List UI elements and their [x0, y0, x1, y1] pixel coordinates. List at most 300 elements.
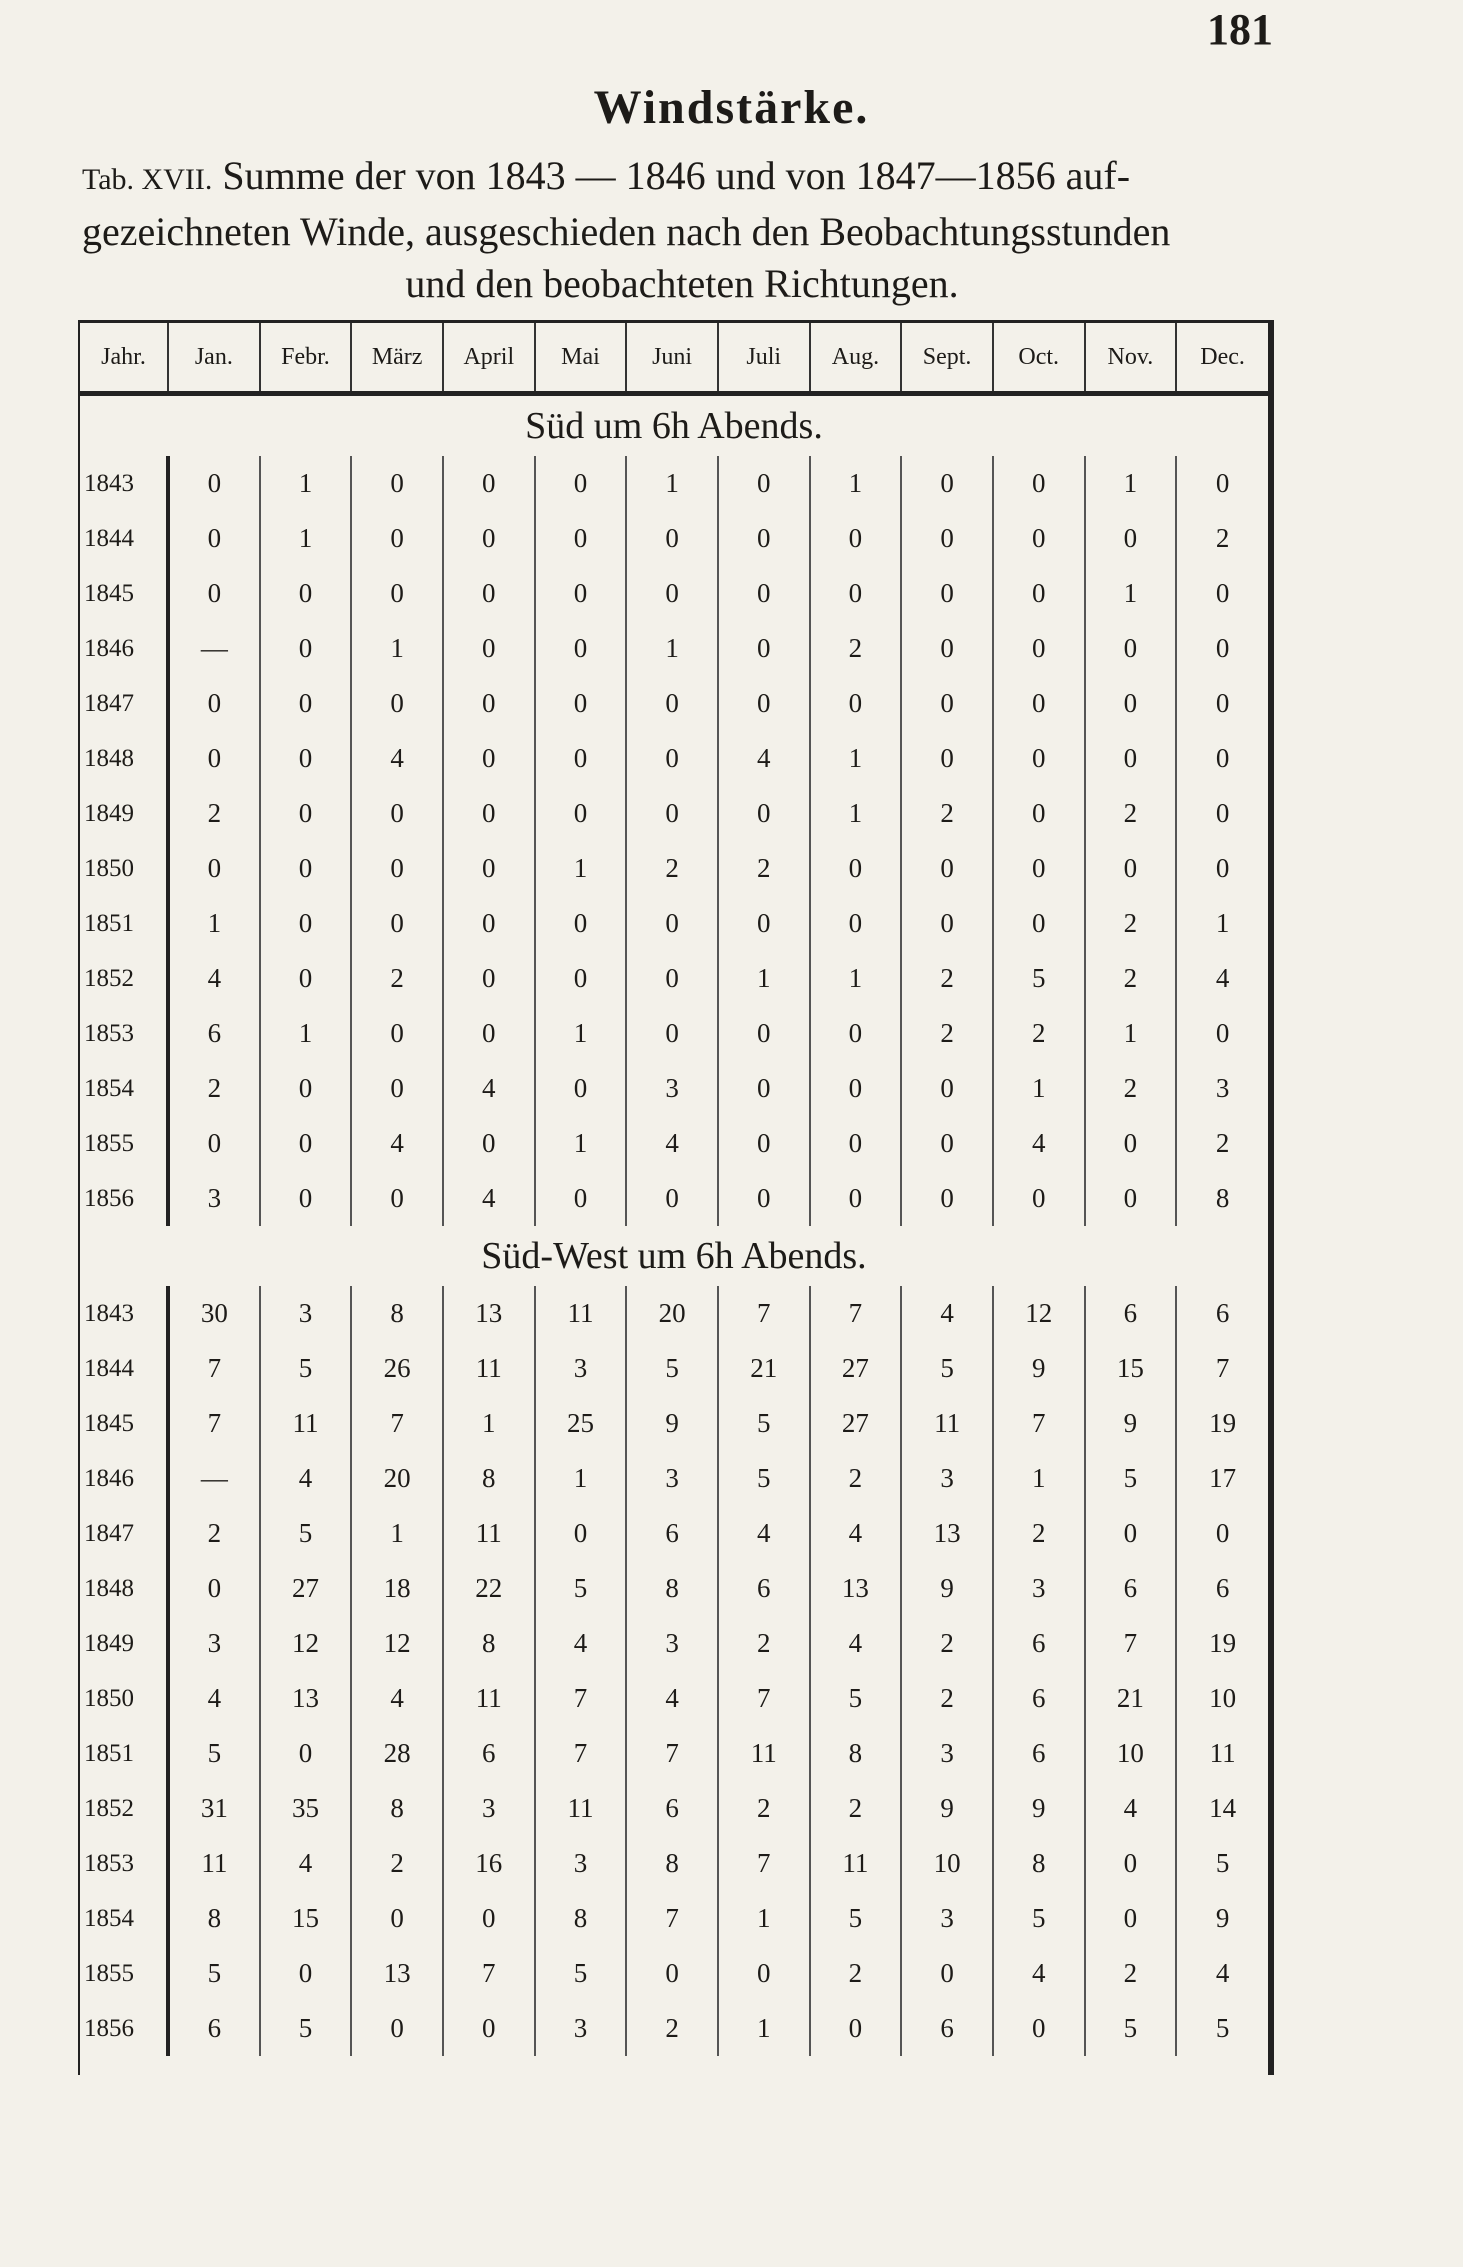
- value-cell: 13: [810, 1561, 902, 1616]
- value-cell: 12: [993, 1286, 1085, 1341]
- value-cell: 0: [260, 1726, 352, 1781]
- value-cell: 5: [810, 1671, 902, 1726]
- value-cell: 0: [535, 786, 627, 841]
- value-cell: 0: [443, 456, 535, 511]
- value-cell: 0: [1085, 621, 1177, 676]
- value-cell: 20: [626, 1286, 718, 1341]
- year-cell: 1851: [80, 1726, 168, 1781]
- year-cell: 1856: [80, 1171, 168, 1226]
- value-cell: 0: [718, 566, 810, 621]
- value-cell: 0: [443, 1006, 535, 1061]
- value-cell: 11: [718, 1726, 810, 1781]
- value-cell: 0: [718, 1116, 810, 1171]
- value-cell: 0: [443, 841, 535, 896]
- value-cell: 4: [443, 1171, 535, 1226]
- value-cell: 8: [810, 1726, 902, 1781]
- value-cell: 3: [443, 1781, 535, 1836]
- table-row: [80, 511, 1268, 566]
- year-cell: 1852: [80, 1781, 168, 1836]
- table-row: [80, 1671, 1268, 1726]
- value-cell: 0: [1215, 1518, 1230, 1548]
- header-aug: Aug.: [810, 323, 902, 394]
- value-cell: 0: [993, 1171, 1085, 1226]
- value-cell: 12: [260, 1616, 352, 1671]
- year-cell: 1853: [80, 1836, 168, 1891]
- header-oct: Oct.: [993, 323, 1085, 394]
- value-cell: 2: [1085, 1061, 1177, 1116]
- header-mar: März: [351, 323, 443, 394]
- table-row: [80, 1726, 1268, 1781]
- value-cell: 25: [535, 1396, 627, 1451]
- value-cell: 4: [718, 1506, 810, 1561]
- value-cell: 0: [993, 731, 1085, 786]
- value-cell: 1: [1085, 566, 1177, 621]
- value-cell: 27: [810, 1341, 902, 1396]
- value-cell: 18: [351, 1561, 443, 1616]
- header-year: Jahr.: [80, 323, 168, 394]
- table-row: [80, 841, 1268, 896]
- value-cell: 2: [901, 951, 993, 1006]
- value-cell: 0: [260, 621, 352, 676]
- table-row: [80, 676, 1268, 731]
- value-cell: 0: [443, 676, 535, 731]
- value-cell: 0: [351, 511, 443, 566]
- header-jul: Juli: [718, 323, 810, 394]
- year-cell: 1845: [80, 1396, 168, 1451]
- value-cell: 8: [626, 1561, 718, 1616]
- value-cell: 0: [718, 1061, 810, 1116]
- value-cell: 6: [168, 2001, 260, 2056]
- year-cell: 1852: [80, 951, 168, 1006]
- table-row: [80, 1451, 1268, 1506]
- value-cell: 0: [810, 2001, 902, 2056]
- value-cell: 9: [993, 1781, 1085, 1836]
- year-cell: 1853: [80, 1006, 168, 1061]
- value-cell: 11: [168, 1836, 260, 1891]
- year-cell: 1848: [80, 1561, 168, 1616]
- year-cell: 1843: [80, 456, 168, 511]
- value-cell: 0: [626, 1171, 718, 1226]
- value-cell: 8: [1215, 1183, 1230, 1213]
- value-cell: 0: [1085, 511, 1177, 566]
- value-cell: 1: [443, 1396, 535, 1451]
- value-cell: 0: [443, 786, 535, 841]
- value-cell: 2: [626, 841, 718, 896]
- value-cell: 8: [443, 1616, 535, 1671]
- value-cell: 0: [535, 566, 627, 621]
- value-cell: 0: [260, 1061, 352, 1116]
- value-cell: 11: [443, 1671, 535, 1726]
- year-cell: 1847: [80, 1506, 168, 1561]
- value-cell: 0: [626, 786, 718, 841]
- value-cell: 1: [260, 456, 352, 511]
- value-cell: 15: [1085, 1341, 1177, 1396]
- value-cell: 5: [535, 1946, 627, 2001]
- value-cell: 2: [993, 1506, 1085, 1561]
- value-cell: —: [168, 621, 260, 676]
- value-cell: 7: [993, 1396, 1085, 1451]
- value-cell: 6: [993, 1671, 1085, 1726]
- value-cell: 4: [993, 1946, 1085, 2001]
- value-cell: 8: [168, 1891, 260, 1946]
- value-cell: 7: [718, 1836, 810, 1891]
- value-cell: 0: [1215, 743, 1230, 773]
- value-cell: 7: [1085, 1616, 1177, 1671]
- value-cell: 5: [993, 1891, 1085, 1946]
- value-cell: 0: [260, 1116, 352, 1171]
- value-cell: 6: [1215, 1298, 1230, 1328]
- table-row: [80, 951, 1268, 1006]
- value-cell: 2: [718, 1781, 810, 1836]
- value-cell: 0: [351, 1061, 443, 1116]
- value-cell: 0: [993, 676, 1085, 731]
- value-cell: 0: [901, 456, 993, 511]
- table-label: Tab. XVII.: [82, 163, 213, 196]
- header-may: Mai: [535, 323, 627, 394]
- value-cell: 11: [810, 1836, 902, 1891]
- value-cell: 0: [626, 511, 718, 566]
- value-cell: 0: [1215, 1018, 1230, 1048]
- value-cell: 0: [901, 1946, 993, 2001]
- value-cell: 4: [168, 951, 260, 1006]
- value-cell: 0: [1085, 841, 1177, 896]
- value-cell: 5: [718, 1396, 810, 1451]
- value-cell: 1: [1085, 456, 1177, 511]
- value-cell: 3: [535, 1341, 627, 1396]
- value-cell: 1: [810, 951, 902, 1006]
- value-cell: 0: [901, 676, 993, 731]
- value-cell: 4: [535, 1616, 627, 1671]
- value-cell: 2: [718, 841, 810, 896]
- value-cell: 0: [718, 621, 810, 676]
- value-cell: 0: [168, 456, 260, 511]
- value-cell: 3: [626, 1061, 718, 1116]
- value-cell: 7: [626, 1726, 718, 1781]
- value-cell: 5: [993, 951, 1085, 1006]
- value-cell: 27: [810, 1396, 902, 1451]
- value-cell: 4: [351, 731, 443, 786]
- year-cell: 1846: [80, 621, 168, 676]
- value-cell: 0: [626, 676, 718, 731]
- value-cell: 27: [260, 1561, 352, 1616]
- value-cell: 5: [1215, 2013, 1230, 2043]
- value-cell: 0: [993, 786, 1085, 841]
- value-cell: 9: [1215, 1903, 1230, 1933]
- value-cell: 0: [260, 731, 352, 786]
- value-cell: 11: [443, 1341, 535, 1396]
- value-cell: 0: [993, 566, 1085, 621]
- value-cell: 4: [1085, 1781, 1177, 1836]
- table-row: [80, 1006, 1268, 1061]
- table-row: [80, 1171, 1268, 1226]
- value-cell: 0: [718, 896, 810, 951]
- value-cell: 2: [351, 1836, 443, 1891]
- value-cell: 3: [535, 2001, 627, 2056]
- value-cell: 3: [901, 1726, 993, 1781]
- value-cell: 6: [1215, 1573, 1230, 1603]
- value-cell: 0: [993, 896, 1085, 951]
- value-cell: 0: [535, 1171, 627, 1226]
- value-cell: 4: [626, 1671, 718, 1726]
- value-cell: 1: [260, 1006, 352, 1061]
- value-cell: 5: [260, 1506, 352, 1561]
- table-caption: [82, 150, 1282, 310]
- value-cell: 3: [626, 1616, 718, 1671]
- value-cell: 0: [993, 621, 1085, 676]
- value-cell: 0: [260, 896, 352, 951]
- value-cell: 0: [810, 511, 902, 566]
- value-cell: 4: [351, 1671, 443, 1726]
- value-cell: 7: [718, 1671, 810, 1726]
- value-cell: 0: [901, 731, 993, 786]
- page-number: 181: [1207, 5, 1273, 54]
- value-cell: 0: [443, 566, 535, 621]
- value-cell: 1: [535, 1006, 627, 1061]
- value-cell: 4: [260, 1836, 352, 1891]
- value-cell: 3: [260, 1286, 352, 1341]
- table-row: [80, 1561, 1268, 1616]
- value-cell: 2: [1215, 523, 1230, 553]
- value-cell: 2: [626, 2001, 718, 2056]
- value-cell: 0: [901, 566, 993, 621]
- section-header-row: [80, 1226, 1268, 1286]
- value-cell: 0: [443, 1116, 535, 1171]
- value-cell: 1: [168, 896, 260, 951]
- value-cell: 12: [351, 1616, 443, 1671]
- value-cell: 0: [351, 2001, 443, 2056]
- value-cell: 19: [1209, 1408, 1237, 1438]
- value-cell: 2: [901, 1006, 993, 1061]
- value-cell: 26: [351, 1341, 443, 1396]
- value-cell: 8: [626, 1836, 718, 1891]
- header-row: [80, 323, 1268, 394]
- value-cell: 5: [260, 2001, 352, 2056]
- value-cell: 7: [718, 1286, 810, 1341]
- value-cell: 9: [1085, 1396, 1177, 1451]
- table-row: [80, 1061, 1268, 1116]
- value-cell: 13: [260, 1671, 352, 1726]
- value-cell: 0: [535, 676, 627, 731]
- value-cell: 0: [260, 676, 352, 731]
- value-cell: 0: [351, 1171, 443, 1226]
- value-cell: 0: [443, 951, 535, 1006]
- value-cell: 7: [443, 1946, 535, 2001]
- value-cell: 28: [351, 1726, 443, 1781]
- value-cell: 0: [535, 1506, 627, 1561]
- value-cell: 2: [1085, 951, 1177, 1006]
- value-cell: 0: [535, 511, 627, 566]
- table-row: [80, 896, 1268, 951]
- value-cell: 0: [443, 621, 535, 676]
- table-row: [80, 621, 1268, 676]
- value-cell: 8: [351, 1781, 443, 1836]
- value-cell: 0: [535, 731, 627, 786]
- value-cell: 9: [901, 1781, 993, 1836]
- value-cell: 2: [168, 1061, 260, 1116]
- value-cell: 0: [810, 566, 902, 621]
- value-cell: 10: [1085, 1726, 1177, 1781]
- year-cell: 1850: [80, 1671, 168, 1726]
- value-cell: 2: [901, 786, 993, 841]
- table-row: [80, 1836, 1268, 1891]
- value-cell: 0: [168, 511, 260, 566]
- value-cell: 0: [718, 1006, 810, 1061]
- value-cell: 0: [810, 841, 902, 896]
- year-cell: 1855: [80, 1946, 168, 2001]
- value-cell: 0: [718, 1946, 810, 2001]
- value-cell: 1: [718, 1891, 810, 1946]
- table-row: [80, 1946, 1268, 2001]
- value-cell: 8: [993, 1836, 1085, 1891]
- value-cell: 0: [901, 896, 993, 951]
- table-row: [80, 1341, 1268, 1396]
- value-cell: 5: [1085, 1451, 1177, 1506]
- table-row: [80, 731, 1268, 786]
- value-cell: 11: [901, 1396, 993, 1451]
- value-cell: 0: [1085, 1891, 1177, 1946]
- value-cell: —: [168, 1451, 260, 1506]
- value-cell: 0: [901, 1171, 993, 1226]
- value-cell: 0: [626, 1006, 718, 1061]
- value-cell: 5: [535, 1561, 627, 1616]
- value-cell: 9: [901, 1561, 993, 1616]
- caption-line-2: gezeichneten Winde, ausgeschieden nach den Beobachtungsstunden: [82, 209, 1171, 254]
- year-cell: 1844: [80, 1341, 168, 1396]
- year-cell: 1855: [80, 1116, 168, 1171]
- value-cell: 13: [351, 1946, 443, 2001]
- value-cell: 7: [535, 1671, 627, 1726]
- value-cell: 11: [535, 1781, 627, 1836]
- value-cell: 7: [1215, 1353, 1230, 1383]
- value-cell: 0: [718, 511, 810, 566]
- value-cell: 5: [1085, 2001, 1177, 2056]
- value-cell: 0: [626, 896, 718, 951]
- caption-line-3: und den beobachteten Richtungen.: [405, 261, 959, 306]
- value-cell: 0: [1215, 798, 1230, 828]
- value-cell: 2: [1085, 786, 1177, 841]
- year-cell: 1849: [80, 786, 168, 841]
- value-cell: 0: [1215, 578, 1230, 608]
- value-cell: 6: [993, 1616, 1085, 1671]
- year-cell: 1843: [80, 1286, 168, 1341]
- value-cell: 0: [351, 1006, 443, 1061]
- value-cell: 13: [443, 1286, 535, 1341]
- wind-table: [80, 323, 1268, 2056]
- value-cell: 6: [718, 1561, 810, 1616]
- value-cell: 0: [351, 456, 443, 511]
- value-cell: 0: [626, 1946, 718, 2001]
- year-cell: 1847: [80, 676, 168, 731]
- value-cell: 1: [1085, 1006, 1177, 1061]
- value-cell: 1: [626, 456, 718, 511]
- value-cell: 1: [718, 2001, 810, 2056]
- value-cell: 1: [260, 511, 352, 566]
- value-cell: 7: [810, 1286, 902, 1341]
- value-cell: 0: [1215, 468, 1230, 498]
- value-cell: 6: [901, 2001, 993, 2056]
- header-sep: Sept.: [901, 323, 993, 394]
- wind-table-container: [78, 320, 1274, 2075]
- value-cell: 1: [351, 1506, 443, 1561]
- value-cell: 0: [260, 1171, 352, 1226]
- value-cell: 21: [1085, 1671, 1177, 1726]
- year-cell: 1850: [80, 841, 168, 896]
- value-cell: 1: [810, 731, 902, 786]
- value-cell: 6: [626, 1506, 718, 1561]
- value-cell: 0: [443, 1891, 535, 1946]
- section-header-row: [80, 394, 1268, 457]
- value-cell: 0: [1085, 1116, 1177, 1171]
- value-cell: 19: [1209, 1628, 1237, 1658]
- table-row: [80, 1781, 1268, 1836]
- value-cell: 0: [351, 786, 443, 841]
- value-cell: 1: [626, 621, 718, 676]
- value-cell: 35: [260, 1781, 352, 1836]
- page-title: Windstärke.: [593, 81, 870, 134]
- value-cell: 2: [901, 1616, 993, 1671]
- value-cell: 5: [718, 1451, 810, 1506]
- value-cell: 0: [260, 841, 352, 896]
- value-cell: 2: [168, 1506, 260, 1561]
- value-cell: 7: [168, 1396, 260, 1451]
- value-cell: 0: [993, 841, 1085, 896]
- table-row: [80, 456, 1268, 511]
- value-cell: 4: [718, 731, 810, 786]
- value-cell: 0: [810, 676, 902, 731]
- value-cell: 0: [168, 1116, 260, 1171]
- value-cell: 6: [626, 1781, 718, 1836]
- value-cell: 8: [443, 1451, 535, 1506]
- value-cell: 0: [1215, 633, 1230, 663]
- value-cell: 2: [718, 1616, 810, 1671]
- year-cell: 1851: [80, 896, 168, 951]
- value-cell: 0: [535, 896, 627, 951]
- value-cell: 11: [1209, 1738, 1236, 1768]
- value-cell: 0: [1215, 853, 1230, 883]
- value-cell: 0: [168, 676, 260, 731]
- table-row: [80, 1616, 1268, 1671]
- value-cell: 0: [993, 2001, 1085, 2056]
- value-cell: 1: [810, 786, 902, 841]
- value-cell: 8: [535, 1891, 627, 1946]
- value-cell: 20: [351, 1451, 443, 1506]
- value-cell: 2: [351, 951, 443, 1006]
- value-cell: 2: [810, 621, 902, 676]
- value-cell: 15: [260, 1891, 352, 1946]
- value-cell: 0: [1085, 1836, 1177, 1891]
- table-row: [80, 1891, 1268, 1946]
- table-body: [80, 394, 1268, 2057]
- value-cell: 4: [901, 1286, 993, 1341]
- value-cell: 5: [1215, 1848, 1230, 1878]
- year-cell: 1856: [80, 2001, 168, 2056]
- year-cell: 1854: [80, 1061, 168, 1116]
- value-cell: 0: [1085, 1171, 1177, 1226]
- header-nov: Nov.: [1085, 323, 1177, 394]
- value-cell: 3: [1215, 1073, 1230, 1103]
- value-cell: 0: [535, 951, 627, 1006]
- value-cell: 7: [168, 1341, 260, 1396]
- header-feb: Febr.: [260, 323, 352, 394]
- value-cell: 11: [535, 1286, 627, 1341]
- value-cell: 0: [260, 566, 352, 621]
- table-row: [80, 2001, 1268, 2056]
- value-cell: 5: [626, 1341, 718, 1396]
- value-cell: 0: [168, 841, 260, 896]
- value-cell: 0: [443, 896, 535, 951]
- value-cell: 0: [260, 786, 352, 841]
- value-cell: 0: [718, 456, 810, 511]
